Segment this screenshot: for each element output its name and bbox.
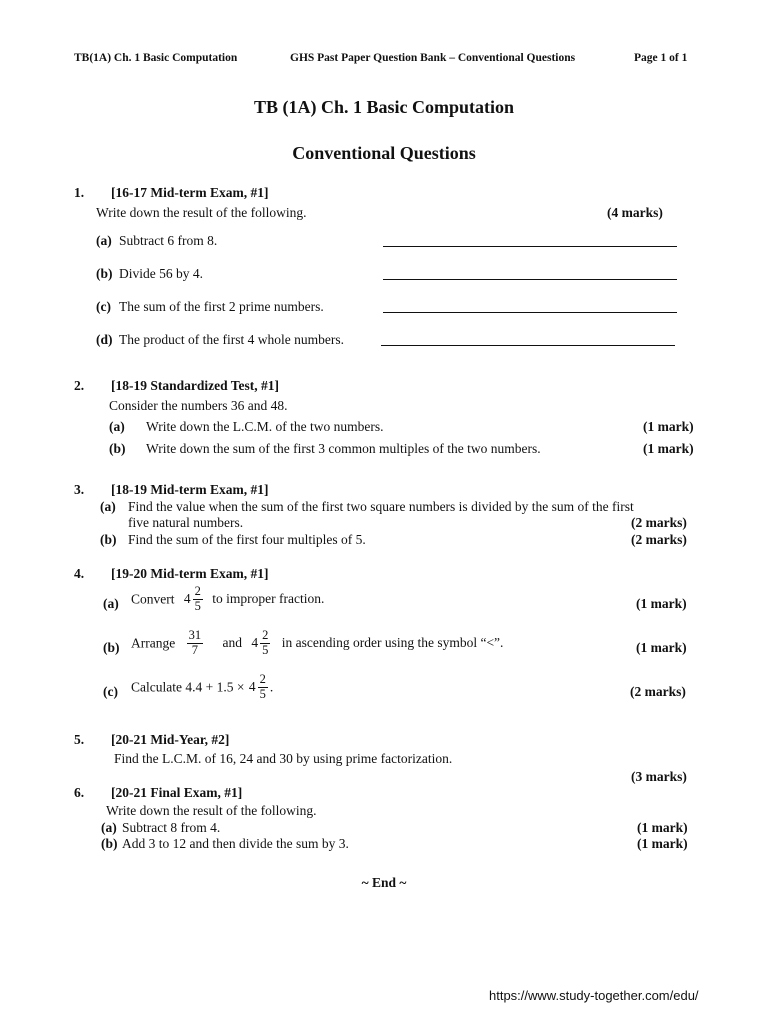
q4-a-denominator: 5 bbox=[194, 598, 201, 613]
q2-number: 2. bbox=[74, 378, 85, 393]
q4-b-whole: 4 bbox=[251, 635, 259, 651]
q4-c-label: (c) bbox=[103, 684, 118, 699]
q4-a-suffix: to improper fraction. bbox=[212, 591, 325, 607]
q1-intro: Write down the result of the following. bbox=[96, 205, 307, 220]
q1-a-label: (a) bbox=[96, 233, 112, 248]
q4-b-fraction2 bbox=[260, 629, 270, 658]
q5-source: [20-21 Mid-Year, #2] bbox=[111, 732, 230, 747]
q6-a-text: Subtract 8 from 4. bbox=[122, 820, 221, 835]
q4-c-prefix: Calculate 4.4 + 1.5 × bbox=[131, 679, 245, 695]
header-left: TB(1A) Ch. 1 Basic Computation bbox=[74, 52, 238, 64]
q4-c-marks: (2 marks) bbox=[630, 684, 686, 699]
q6-a-label: (a) bbox=[101, 820, 117, 835]
end-marker: ~ End ~ bbox=[361, 875, 407, 890]
q1-c-text: The sum of the first 2 prime numbers. bbox=[119, 299, 324, 314]
q6-number: 6. bbox=[74, 785, 85, 800]
q4-c-expression bbox=[131, 673, 273, 702]
q3-source: [18-19 Mid-term Exam, #1] bbox=[111, 482, 269, 497]
q4-b-numerator1: 31 bbox=[188, 628, 202, 642]
q1-b-text: Divide 56 by 4. bbox=[119, 266, 203, 281]
q4-c-denominator: 5 bbox=[259, 686, 266, 701]
q4-c-whole: 4 bbox=[248, 679, 256, 695]
q1-c-label: (c) bbox=[96, 299, 111, 314]
q3-b-label: (b) bbox=[100, 532, 117, 547]
q4-b-denominator1: 7 bbox=[191, 642, 198, 657]
q5-number: 5. bbox=[74, 732, 85, 747]
q4-b-and: and bbox=[222, 635, 242, 651]
q4-c-fraction bbox=[258, 673, 268, 702]
q1-a-text: Subtract 6 from 8. bbox=[119, 233, 218, 248]
q1-b-label: (b) bbox=[96, 266, 113, 281]
q2-source: [18-19 Standardized Test, #1] bbox=[111, 378, 280, 393]
header-center: GHS Past Paper Question Bank – Conventional Questions bbox=[290, 52, 576, 64]
q5-text: Find the L.C.M. of 16, 24 and 30 by using prime factorization. bbox=[114, 751, 453, 766]
q1-marks: (4 marks) bbox=[607, 205, 663, 220]
q6-source: [20-21 Final Exam, #1] bbox=[111, 785, 243, 800]
q2-b-text: Write down the sum of the first 3 common multiples of the two numbers. bbox=[146, 441, 541, 456]
q4-b-marks: (1 mark) bbox=[636, 640, 687, 655]
q4-a-numerator: 2 bbox=[194, 584, 201, 598]
q2-b-marks: (1 mark) bbox=[643, 441, 694, 456]
q2-b-label: (b) bbox=[109, 441, 126, 456]
q4-a-prefix: Convert bbox=[131, 591, 175, 607]
q4-a-fraction bbox=[193, 585, 203, 614]
q1-d-text: The product of the first 4 whole numbers. bbox=[119, 332, 344, 347]
page-subtitle: Conventional Questions bbox=[292, 143, 476, 163]
header-right: Page 1 of 1 bbox=[634, 52, 688, 64]
q4-source: [19-20 Mid-term Exam, #1] bbox=[111, 566, 269, 581]
q2-intro: Consider the numbers 36 and 48. bbox=[109, 398, 288, 413]
q1-number: 1. bbox=[74, 185, 85, 200]
q3-b-marks: (2 marks) bbox=[631, 532, 687, 547]
q2-a-label: (a) bbox=[109, 419, 125, 434]
q4-b-fraction1 bbox=[187, 629, 204, 658]
q3-a-marks: (2 marks) bbox=[631, 515, 687, 530]
q2-a-text: Write down the L.C.M. of the two numbers. bbox=[146, 419, 384, 434]
q4-a-whole: 4 bbox=[183, 591, 191, 607]
q5-marks: (3 marks) bbox=[631, 769, 687, 784]
q4-a-marks: (1 mark) bbox=[636, 596, 687, 611]
page-title: TB (1A) Ch. 1 Basic Computation bbox=[253, 97, 515, 117]
q4-b-label: (b) bbox=[103, 640, 120, 655]
q4-c-suffix: . bbox=[269, 679, 274, 695]
q3-b-text: Find the sum of the first four multiples of 5. bbox=[128, 532, 366, 547]
q4-b-denominator2: 5 bbox=[262, 642, 269, 657]
q6-b-text: Add 3 to 12 and then divide the sum by 3. bbox=[122, 836, 349, 851]
q1-d-answer-line bbox=[381, 345, 675, 346]
q3-number: 3. bbox=[74, 482, 85, 497]
q4-a-expression bbox=[131, 585, 324, 614]
q4-b-suffix: in ascending order using the symbol “<”. bbox=[281, 635, 504, 651]
q6-intro: Write down the result of the following. bbox=[106, 803, 317, 818]
q1-a-answer-line bbox=[383, 246, 677, 247]
q6-b-label: (b) bbox=[101, 836, 118, 851]
q4-c-numerator: 2 bbox=[259, 672, 266, 686]
q4-a-label: (a) bbox=[103, 596, 119, 611]
q4-b-numerator2: 2 bbox=[262, 628, 269, 642]
q3-a-text-line1: Find the value when the sum of the first two square numbers is divided by the sum of the first bbox=[128, 499, 634, 514]
footer-url[interactable]: https://www.study-together.com/edu/ bbox=[489, 988, 699, 1003]
q1-source: [16-17 Mid-term Exam, #1] bbox=[111, 185, 269, 200]
q2-a-marks: (1 mark) bbox=[643, 419, 694, 434]
q1-b-answer-line bbox=[383, 279, 677, 280]
q1-c-answer-line bbox=[383, 312, 677, 313]
q3-a-text-line2: five natural numbers. bbox=[128, 515, 244, 530]
q6-b-marks: (1 mark) bbox=[637, 836, 688, 851]
q1-d-label: (d) bbox=[96, 332, 113, 347]
q4-b-expression bbox=[131, 629, 503, 658]
q3-a-label: (a) bbox=[100, 499, 116, 514]
q6-a-marks: (1 mark) bbox=[637, 820, 688, 835]
q4-b-prefix: Arrange bbox=[131, 635, 176, 651]
q4-number: 4. bbox=[74, 566, 85, 581]
